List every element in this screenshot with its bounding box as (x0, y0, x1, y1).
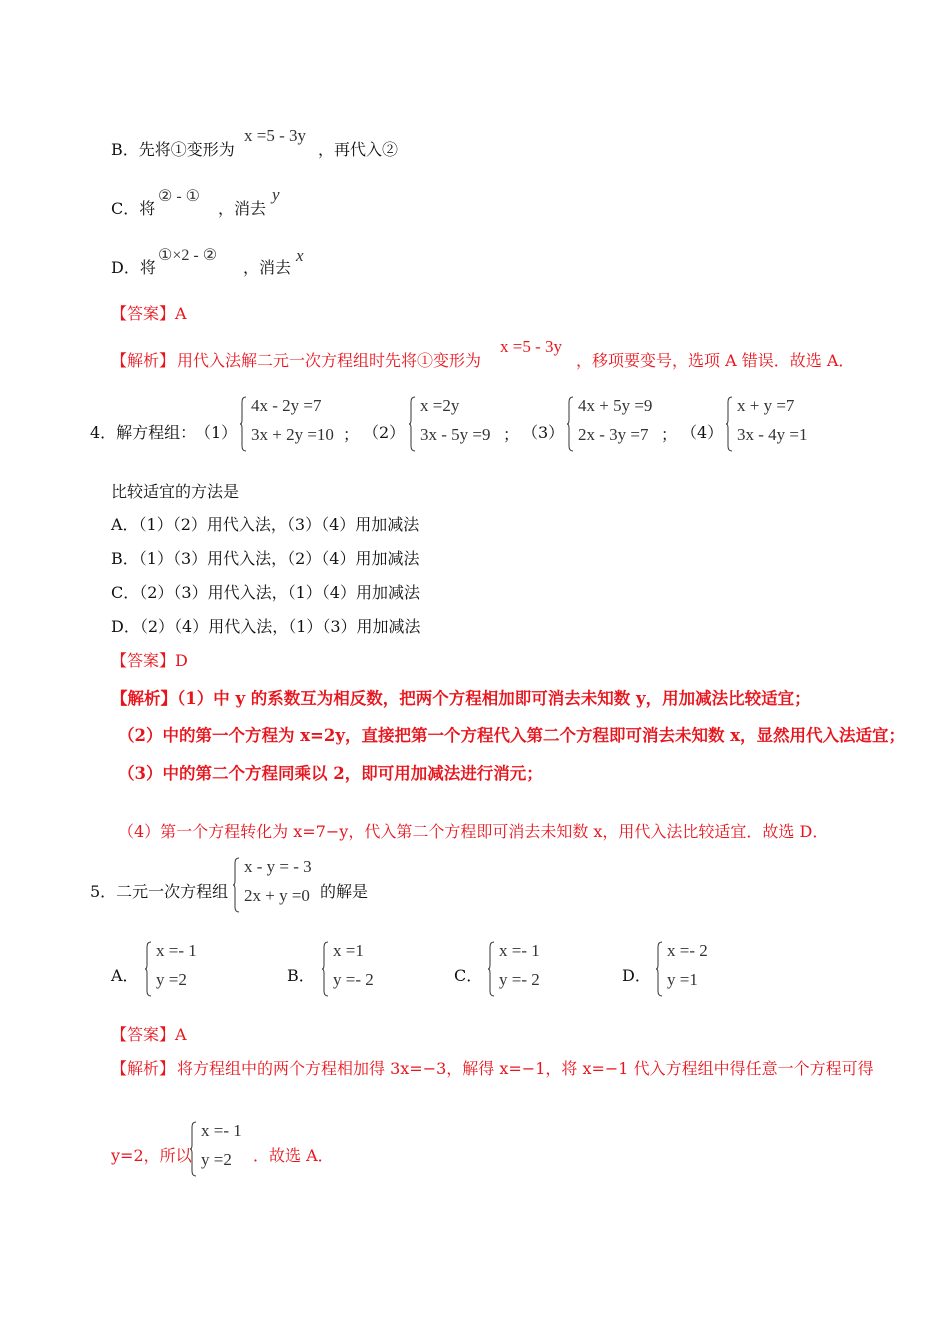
q3-option-b-math: x =5 - 3y (244, 126, 306, 145)
q5-option-a-row-1: x =- 1 (156, 941, 197, 960)
q5-system (233, 857, 323, 913)
q4-stem: 4．解方程组： (90, 423, 197, 442)
q4-sep-1: ； (343, 425, 360, 444)
brace-icon (409, 396, 416, 452)
q5-option-b-system (322, 941, 402, 997)
q5-answer: 【答案】A (111, 1025, 187, 1044)
q5-option-b-row-1: x =1 (333, 941, 364, 960)
q4-option-b: B．（1）（3）用代入法，（2）（4）用加减法 (111, 549, 420, 568)
q5-stem-tail: 的解是 (320, 882, 369, 901)
brace-icon (567, 396, 574, 452)
q4-analysis-line-4: （4）第一个方程转化为 x=7−y，代入第二个方程即可消去未知数 x，用代入法比较适宜．故选 D． (118, 822, 829, 841)
q3-option-c-prefix: C．将 (111, 199, 156, 218)
q4-label-1: （1） (195, 423, 238, 442)
q4-label-4: （4） (681, 423, 724, 442)
q4-system-3-row-2: 2x - 3y =7 (578, 425, 649, 444)
q4-system-4-row-1: x + y =7 (737, 396, 795, 415)
q4-label-2: （2） (363, 423, 406, 442)
q5-option-b-label: B． (287, 966, 315, 985)
q3-option-d-suffix: ，消去 (243, 258, 292, 277)
brace-icon (656, 941, 663, 997)
q5-analysis-label: 【解析】 (111, 1059, 176, 1078)
q4-system-1 (240, 396, 350, 452)
q3-answer: 【答案】A (111, 304, 187, 323)
q4-system-3-row-1: 4x + 5y =9 (578, 396, 653, 415)
q3-analysis-label: 【解析】 (111, 351, 176, 370)
q5-option-b-row-2: y =- 2 (333, 970, 374, 989)
q4-analysis-line-1: 【解析】（1）中 y 的系数互为相反数，把两个方程相加即可消去未知数 y，用加减法比较适宜； (111, 689, 811, 708)
q4-option-d: D．（2）（4）用代入法，（1）（3）用加减法 (111, 617, 421, 636)
q5-conclusion-row-2: y =2 (201, 1150, 232, 1169)
brace-icon (233, 857, 240, 913)
q4-system-2-row-2: 3x - 5y =9 (420, 425, 491, 444)
q5-conclusion-text: y=2，所以 (111, 1146, 192, 1165)
q4-sep-3: ； (661, 425, 678, 444)
q3-analysis-math: x =5 - 3y (500, 337, 562, 356)
q5-system-row-2: 2x + y =0 (244, 886, 310, 905)
brace-icon (190, 1121, 197, 1177)
q4-question: 比较适宜的方法是 (111, 482, 240, 501)
q4-label-3: （3） (522, 423, 565, 442)
brace-icon (322, 941, 329, 997)
q3-option-b-prefix: B．先将①变形为 (111, 140, 235, 159)
q4-system-3 (567, 396, 667, 452)
q3-option-c-var: y (272, 185, 280, 204)
brace-icon (240, 396, 247, 452)
brace-icon (145, 941, 152, 997)
q5-analysis-text: 将方程组中的两个方程相加得 3x=−3，解得 x=−1，将 x=−1 代入方程组中得任意一个方程可得 (177, 1059, 874, 1078)
q5-option-c-label: C． (454, 966, 483, 985)
q3-analysis-text: 用代入法解二元一次方程组时先将①变形为 (177, 351, 482, 370)
q5-conclusion-row-1: x =- 1 (201, 1121, 242, 1140)
q5-system-row-1: x - y = - 3 (244, 857, 312, 876)
q3-option-d-prefix: D．将 (111, 258, 156, 277)
q5-conclusion-system (190, 1121, 260, 1177)
brace-icon (726, 396, 733, 452)
q3-option-d-math: ①×2 - ② (158, 247, 218, 264)
q4-system-4-row-2: 3x - 4y =1 (737, 425, 808, 444)
q5-option-c-row-2: y =- 2 (499, 970, 540, 989)
q5-option-a-label: A． (111, 966, 139, 985)
q5-option-d-system (656, 941, 736, 997)
q4-answer: 【答案】D (111, 651, 188, 670)
q4-system-2 (409, 396, 509, 452)
brace-icon (488, 941, 495, 997)
q3-option-c-math: ② - ① (158, 188, 201, 205)
q5-stem: 5．二元一次方程组 (90, 882, 229, 901)
q5-option-d-label: D． (622, 966, 651, 985)
q4-system-1-row-1: 4x - 2y =7 (251, 396, 322, 415)
q4-analysis-line-3: （3）中的第二个方程同乘以 2，即可用加减法进行消元； (118, 764, 543, 783)
q3-analysis-text-2: ，移项要变号，选项 A 错误．故选 A． (576, 351, 855, 370)
q4-system-4 (726, 396, 826, 452)
q5-option-c-row-1: x =- 1 (499, 941, 540, 960)
q3-option-d-var: x (296, 246, 304, 265)
q4-option-a: A．（1）（2）用代入法，（3）（4）用加减法 (111, 515, 420, 534)
q5-option-a-system (145, 941, 225, 997)
q5-option-a-row-2: y =2 (156, 970, 187, 989)
q4-system-1-row-2: 3x + 2y =10 (251, 425, 334, 444)
q3-option-b-suffix: ，再代入② (318, 140, 399, 159)
q5-option-c-system (488, 941, 568, 997)
q5-option-d-row-1: x =- 2 (667, 941, 708, 960)
q5-conclusion-tail: ．故选 A． (253, 1146, 334, 1165)
q4-analysis-line-2: （2）中的第一个方程为 x=2y，直接把第一个方程代入第二个方程即可消去未知数 x，显然用代入法适宜； (118, 726, 906, 745)
q4-sep-2: ； (503, 425, 520, 444)
q4-option-c: C．（2）（3）用代入法，（1）（4）用加减法 (111, 583, 420, 602)
q5-option-d-row-2: y =1 (667, 970, 698, 989)
q4-system-2-row-1: x =2y (420, 396, 460, 415)
q3-option-c-suffix: ，消去 (218, 199, 267, 218)
